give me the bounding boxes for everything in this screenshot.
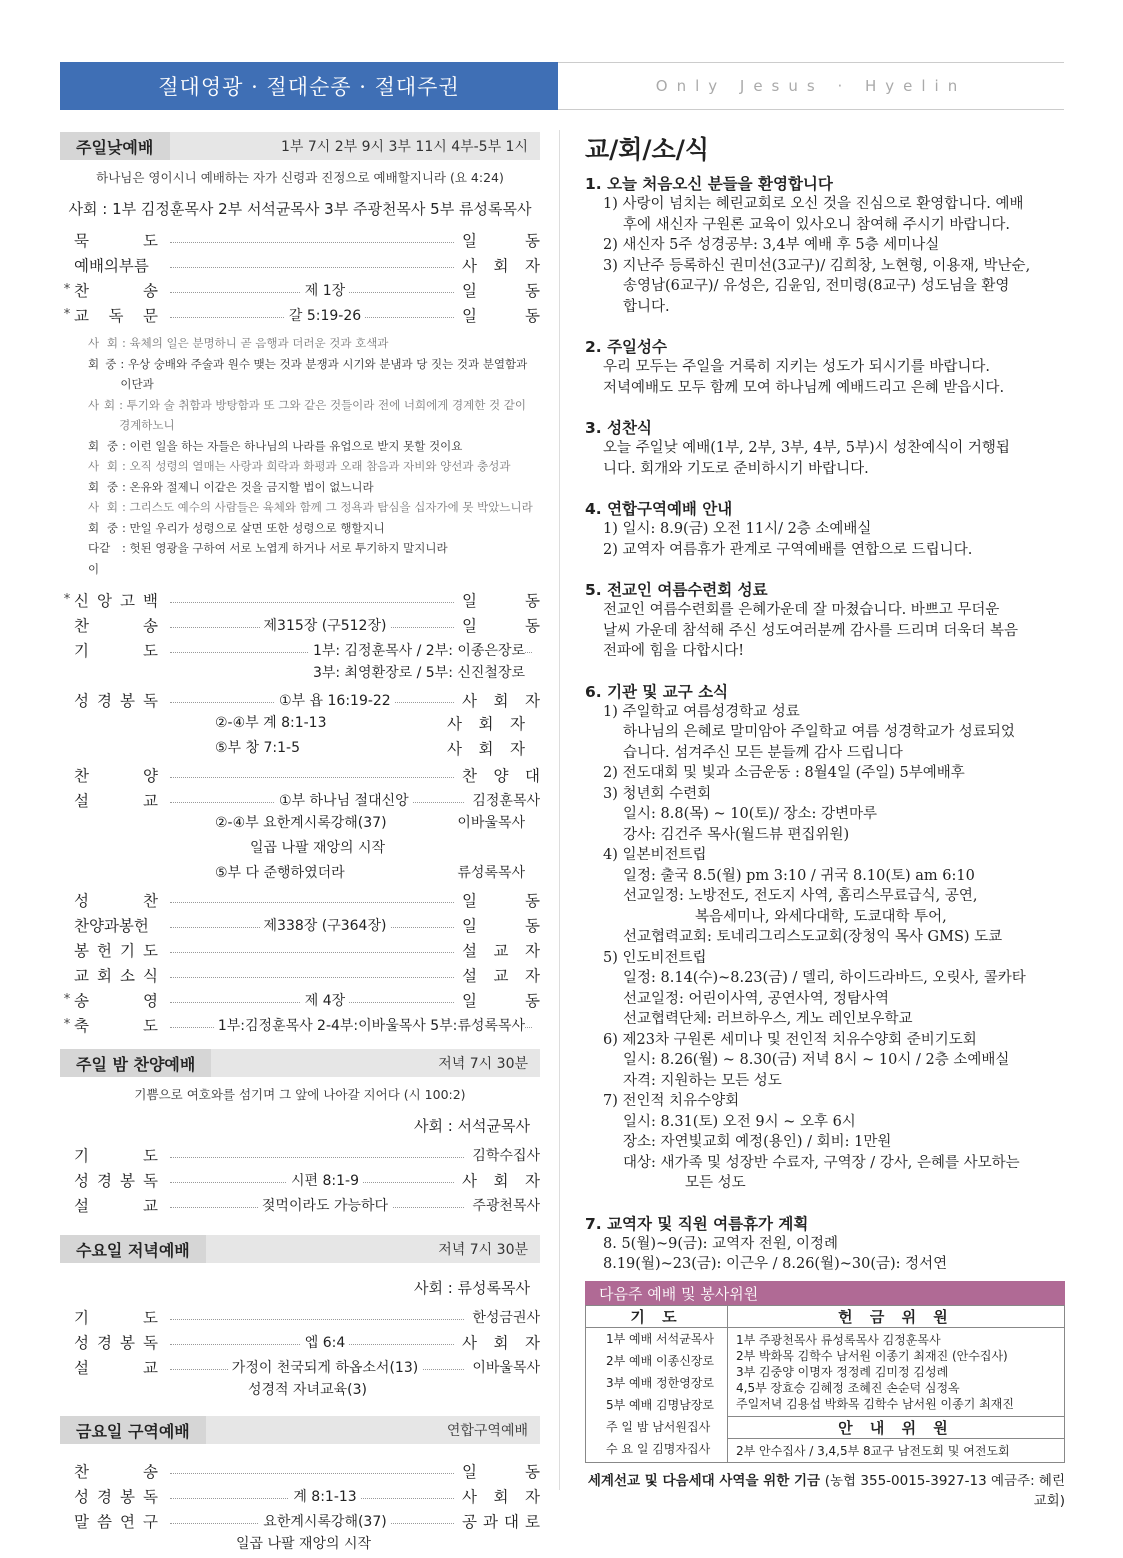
news-line: 날씨 가운데 참석해 주신 성도여러분께 감사를 드리며 더욱더 복음 bbox=[603, 622, 1019, 639]
order-row bbox=[60, 612, 540, 637]
news-heading: 2. 주일성수 bbox=[585, 338, 667, 356]
order-row bbox=[60, 1483, 540, 1508]
order-subline: 일곱 나팔 재앙의 시작 bbox=[250, 840, 386, 856]
header-motto: 절대영광 · 절대순종 · 절대주권 bbox=[158, 75, 460, 99]
order-person: 일 동 bbox=[462, 891, 540, 910]
header-tagline: Only Jesus · Hyelin bbox=[655, 77, 967, 95]
order-row bbox=[60, 1142, 540, 1167]
order-content: 제338장 (구364장) bbox=[200, 915, 450, 935]
order-content: 갈 5:19-26 bbox=[200, 305, 450, 325]
order-label: 묵 도 bbox=[74, 231, 158, 250]
order-person: 일 동 bbox=[462, 281, 540, 300]
responsive-line: 사 회 : 육체의 일은 분명하니 곧 음행과 더러운 것과 호색과 bbox=[88, 336, 389, 350]
news-line: 모든 성도 bbox=[685, 1175, 746, 1191]
news-line: 장소: 자연빛교회 예정(용인) / 회비: 1만원 bbox=[623, 1134, 892, 1150]
order-content: 가정이 천국되게 하옵소서(13) bbox=[200, 1357, 450, 1377]
order-label: 교 회 소 식 bbox=[74, 966, 158, 985]
sunday-night-order bbox=[60, 1142, 540, 1217]
sunday-night-verse: 기쁨으로 여호와를 섬기며 그 앞에 나아갈 지어다 (시 100:2) bbox=[134, 1087, 466, 1102]
order-row: * 축 도 1부:김정훈목사 2-4부:이바울목사 5부:류성록목사 bbox=[60, 1012, 540, 1037]
order-row bbox=[60, 227, 540, 252]
order-subline: ②-④부 요한계시록강해(37) 이바울목사 bbox=[215, 815, 525, 831]
section-time: 저녁 7시 30분 bbox=[438, 1242, 528, 1258]
benediction-row bbox=[60, 1012, 540, 1037]
order-label: 기 도 bbox=[74, 1308, 158, 1327]
order-label: 송 영 bbox=[74, 991, 158, 1010]
news-line: 대상: 새가족 및 성장반 수료자, 구역장 / 강사, 은혜를 사모하는 bbox=[623, 1154, 1020, 1171]
order-person: 일 동 bbox=[462, 916, 540, 935]
responsive-line: 다같이 : 헛된 영광을 구하여 서로 노엽게 하거나 서로 투기하지 말지니라 bbox=[88, 541, 448, 576]
usher-list: 2부 안수집사 / 3,4,5부 8교구 남전도회 및 여전도회 bbox=[728, 1439, 1065, 1463]
news-line: 선교협력교회: 토네리그리스도교회(장청익 목사 GMS) 도쿄 bbox=[623, 929, 1003, 945]
order-label: 성 경 봉 독 bbox=[74, 1333, 158, 1352]
order-label: 교 독 문 bbox=[74, 306, 158, 325]
order-content: 제 4장 bbox=[200, 990, 450, 1010]
order-row: * 교 독 문 갈 5:19-26 일 동 bbox=[60, 302, 540, 327]
order-person: 설 교 자 bbox=[462, 941, 540, 960]
order-label: 신 앙 고 백 bbox=[74, 591, 158, 610]
order-row bbox=[60, 1458, 540, 1483]
order-label: 성 경 봉 독 bbox=[74, 1487, 158, 1506]
order-subline: ②-④부 계 8:1-13 사 회 자 bbox=[215, 715, 525, 733]
news-line: 일정: 출국 8.5(월) pm 3:10 / 귀국 8.10(토) am 6:10 bbox=[623, 867, 975, 884]
wednesday-header bbox=[60, 1235, 540, 1263]
order-row: * 찬 송 제 1장 일 동 bbox=[60, 277, 540, 302]
news-line: 복음세미나, 와세다대학, 도쿄대학 투어, bbox=[695, 908, 947, 925]
order-row bbox=[60, 252, 540, 277]
order-row bbox=[60, 1354, 540, 1379]
news-line: 합니다. bbox=[623, 298, 670, 315]
news-line: 선교일정: 노방전도, 전도지 사역, 홈리스무료급식, 공연, bbox=[623, 888, 978, 904]
news-line: 5) 인도비전트립 bbox=[603, 949, 707, 966]
order-label: 설 교 bbox=[74, 1196, 158, 1215]
news-line: 1) 일시: 8.9(금) 오전 11시/ 2층 소예배실 bbox=[603, 521, 872, 537]
order-person: 김정훈목사 bbox=[472, 792, 540, 809]
prayer-assignment: 3부 예배 정한영장로 bbox=[606, 1376, 715, 1390]
news-line: 7) 전인적 치유수양회 bbox=[603, 1093, 740, 1109]
sunday-night-leader: 사회 : 서석균목사 bbox=[413, 1117, 530, 1135]
order-subline: ⑤부 창 7:1-5 사 회 자 bbox=[215, 740, 525, 758]
news-line: 일정: 8.14(수)~8.23(금) / 델리, 하이드라바드, 오릿사, 콜카타 bbox=[623, 970, 1026, 986]
header-tagline-bar bbox=[558, 62, 1064, 110]
section-time: 연합구역예배 bbox=[446, 1423, 528, 1439]
order-content: 시편 8:1-9 bbox=[200, 1170, 450, 1190]
sunday-day-order-2: * 신 앙 고 백 일 동 찬 송 제315장 (구512장) 일 동 기 도 1부: 김정훈목사 / 2부: 이종은장로 3부: 최영환장로 / 5부: 신진철장로 성 경 봉 독 사 회 자 ①부 욥 16:19-22 ②-④부 계 8:1-13 사 회 자 ⑤부 창 7:1-5 사 회 자 찬 양 찬 양 대 설 교 김정훈목사 ①부 하나님 절대신앙 ②-④부 요한계시록강해(37) 이바울목사 일곱 나팔 재앙의 시작 ⑤부 다 준행하였더라 류성록목사 bbox=[60, 587, 540, 887]
order-label: 성 찬 bbox=[74, 891, 158, 910]
responsive-line: 사 회 : 투기와 술 취함과 방탕함과 또 그와 같은 것들이라 전에 너희에게 경계한 것 같이 경계하노니 bbox=[88, 397, 526, 432]
order-person: 이바울목사 bbox=[472, 1359, 540, 1376]
news-line: 4) 일본비전트립 bbox=[603, 847, 707, 863]
news-item bbox=[585, 416, 1065, 479]
news-line: 8.19(월)~23(금): 이근우 / 8.26(월)~30(금): 정서연 bbox=[603, 1256, 948, 1272]
news-line: 8. 5(월)~9(금): 교역자 전원, 이정례 bbox=[603, 1235, 839, 1252]
prayer-head: 기 도 bbox=[586, 1306, 728, 1328]
news-line: 오늘 주일낮 예배(1부, 2부, 3부, 4부, 5부)시 성찬예식이 거행됩 bbox=[603, 440, 1010, 456]
order-person: 사 회 자 bbox=[462, 691, 540, 710]
order-row bbox=[60, 912, 540, 937]
news-line: 일시: 8.8(목) ~ 10(토)/ 장소: 강변마루 bbox=[623, 806, 878, 822]
order-label: 축 도 bbox=[74, 1016, 158, 1035]
news-item bbox=[585, 172, 1065, 317]
header-motto-bar bbox=[60, 62, 558, 110]
offering-head: 헌 금 위 원 bbox=[728, 1306, 1065, 1328]
prayer-assignment: 5부 예배 김명남장로 bbox=[606, 1398, 715, 1412]
sunday-day-verse: 하나님은 영이시니 예배하는 자가 신령과 진정으로 예배할지니라 (요 4:24) bbox=[96, 170, 504, 185]
order-row bbox=[60, 1192, 540, 1217]
prayer-assignment: 주 일 밤 남서원집사 bbox=[606, 1420, 711, 1434]
wednesday-order bbox=[60, 1304, 540, 1379]
news-line: 전교인 여름수련회를 은혜가운데 잘 마쳤습니다. 바쁘고 무더운 bbox=[603, 602, 1000, 618]
responsive-line: 사 회 : 그리스도 예수의 사람들은 육체와 함께 그 정욕과 탐심을 십자가에 못 박았느니라 bbox=[88, 500, 533, 514]
order-person: 일 동 bbox=[462, 591, 540, 610]
news-item bbox=[585, 1212, 1065, 1275]
sunday-day-order-1 bbox=[60, 227, 540, 327]
church-news-column bbox=[585, 130, 1065, 1293]
order-label: 예배의부름 bbox=[74, 256, 149, 275]
news-line: 선교일정: 어린이사역, 공연사역, 정탐사역 bbox=[623, 990, 890, 1007]
news-line: 3) 청년회 수련회 bbox=[603, 785, 712, 802]
order-person: 사 회 자 bbox=[462, 256, 540, 275]
news-line: 하나님의 은혜로 말미암아 주일학교 여름 성경학교가 성료되었 bbox=[623, 724, 1015, 740]
news-line: 강사: 김건주 목사(월드뷰 편집위원) bbox=[623, 826, 850, 843]
prayer-assignment: 수 요 일 김명자집사 bbox=[606, 1442, 711, 1456]
wednesday-sermon-sub: 성경적 자녀교육(3) bbox=[248, 1382, 367, 1398]
section-title: 수요일 저녁예배 bbox=[60, 1235, 206, 1263]
order-person: 사 회 자 bbox=[462, 1487, 540, 1506]
order-person: 한성금권사 bbox=[472, 1309, 540, 1326]
responsive-line: 회 중 : 온유와 절제니 이같은 것을 금지할 법이 없느니라 bbox=[88, 479, 374, 494]
order-person: 사 회 자 bbox=[462, 1333, 540, 1352]
news-line: 전파에 힘을 다합시다! bbox=[603, 643, 745, 659]
order-content: 요한계시록강해(37) bbox=[200, 1511, 450, 1531]
section-title: 금요일 구역예배 bbox=[60, 1416, 206, 1444]
news-line: 송영남(6교구)/ 유성은, 김윤임, 전미령(8교구) 성도님을 환영 bbox=[623, 278, 1010, 294]
news-line: 6) 제23차 구원론 세미나 및 전인적 치유수양회 준비기도회 bbox=[603, 1031, 977, 1048]
news-heading: 1. 오늘 처음오신 분들을 환영합니다 bbox=[585, 175, 833, 193]
order-row: * 송 영 제 4장 일 동 bbox=[60, 987, 540, 1012]
order-person: 공 과 대 로 bbox=[462, 1512, 540, 1531]
news-line: 2) 전도대회 및 빛과 소금운동 : 8월4일 (주일) 5부예배후 bbox=[603, 765, 965, 781]
news-line: 우리 모두는 주일을 거룩히 지키는 성도가 되시기를 바랍니다. bbox=[603, 359, 991, 375]
news-line: 2) 새신자 5주 성경공부: 3,4부 예배 후 5층 세미나실 bbox=[603, 237, 940, 253]
offering-assignment: 4,5부 장효승 김혜정 조혜진 손순덕 심정옥 bbox=[736, 1381, 960, 1395]
sunday-day-header bbox=[60, 132, 540, 160]
friday-study-sub: 일곱 나팔 재앙의 시작 bbox=[236, 1536, 372, 1552]
sunday-day-leaders: 사회 : 1부 김정훈목사 2부 서석균목사 3부 주광천목사 5부 류성록목사 bbox=[68, 200, 532, 218]
usher-head: 안 내 위 원 bbox=[728, 1417, 1065, 1439]
order-content: 엡 6:4 bbox=[200, 1332, 450, 1352]
news-line: 3) 지난주 등록하신 권미선(3교구)/ 김희창, 노현형, 이용재, 박난순, bbox=[603, 257, 1031, 274]
order-label: 성 경 봉 독 bbox=[74, 691, 158, 710]
order-row bbox=[60, 1167, 540, 1192]
news-heading: 3. 성찬식 bbox=[585, 419, 652, 437]
prayer-assignment: 2부 예배 이종신장로 bbox=[606, 1354, 715, 1368]
offering-assignment: 주일저녁 김용섭 박화목 김학수 남서원 이종기 최재진 bbox=[736, 1397, 1014, 1411]
news-line: 습니다. 섬겨주신 모든 분들께 감사 드립니다 bbox=[623, 744, 903, 761]
order-content: 제315장 (구512장) bbox=[200, 615, 450, 635]
order-label: 찬 송 bbox=[74, 281, 158, 300]
news-heading: 6. 기관 및 교구 소식 bbox=[585, 682, 729, 701]
order-row bbox=[60, 762, 540, 787]
sunday-night-header bbox=[60, 1049, 540, 1077]
order-person: 일 동 bbox=[462, 616, 540, 635]
order-row bbox=[60, 1508, 540, 1533]
section-time: 1부 7시 2부 9시 3부 11시 4부-5부 1시 bbox=[281, 139, 528, 155]
worship-order-column bbox=[60, 132, 540, 1558]
mission-fund bbox=[585, 1469, 1065, 1509]
order-label: 설 교 bbox=[74, 791, 158, 810]
sunday-day-order-3 bbox=[60, 887, 540, 1012]
news-line: 저녁예배도 모두 함께 모여 하나님께 예배드리고 은혜 받읍시다. bbox=[603, 379, 1005, 396]
offering-assignment: 1부 주광천목사 류성록목사 김정훈목사 bbox=[736, 1333, 941, 1347]
order-label: 찬 양 bbox=[74, 766, 158, 785]
order-label: 성 경 봉 독 bbox=[74, 1171, 158, 1190]
prayer-list bbox=[586, 1328, 728, 1463]
order-content: 제 1장 bbox=[200, 280, 450, 300]
order-content: 계 8:1-13 bbox=[200, 1486, 450, 1506]
order-person: 설 교 자 bbox=[462, 966, 540, 985]
order-subline: ⑤부 다 준행하였더라 류성록목사 bbox=[215, 865, 525, 881]
fund-account: (농협 355-0015-3927-13 예금주: 혜린교회) bbox=[824, 1473, 1065, 1509]
next-week-servers bbox=[585, 1281, 1065, 1509]
order-row: * 신 앙 고 백 일 동 bbox=[60, 587, 540, 612]
news-line: 1) 사랑이 넘치는 혜린교회로 오신 것을 진심으로 환영합니다. 예배 bbox=[603, 196, 1024, 212]
order-label: 설 교 bbox=[74, 1358, 158, 1377]
responsive-line: 회 중 : 우상 숭배와 주술과 원수 맺는 것과 분쟁과 시기와 분냄과 당 짓는 것과 분열함과 이단과 bbox=[88, 356, 528, 391]
news-item bbox=[585, 335, 1065, 398]
order-person: 일 동 bbox=[462, 306, 540, 325]
news-line: 자격: 지원하는 모든 성도 bbox=[623, 1072, 782, 1089]
offering-assignment: 2부 박화목 김학수 남서원 이종기 최재진 (안수집사) bbox=[736, 1349, 1008, 1363]
order-row bbox=[60, 1304, 540, 1329]
order-label: 기 도 bbox=[74, 641, 158, 660]
responsive-line: 회 중 : 만일 우리가 성령으로 살면 또한 성령으로 행할지니 bbox=[88, 520, 385, 535]
order-person: 일 동 bbox=[462, 231, 540, 250]
order-label: 찬 송 bbox=[74, 616, 158, 635]
section-title: 주일낮예배 bbox=[60, 132, 170, 160]
order-row: 기 도 1부: 김정훈목사 / 2부: 이종은장로 bbox=[60, 637, 540, 662]
news-item bbox=[585, 680, 1065, 1194]
news-line: 2) 교역자 여름휴가 관계로 구역예배를 연합으로 드립니다. bbox=[603, 541, 973, 558]
order-label: 찬 송 bbox=[74, 1462, 158, 1481]
news-line: 선교협력단체: 러브하우스, 게노 레인보우학교 bbox=[623, 1011, 913, 1027]
news-line: 일시: 8.26(월) ~ 8.30(금) 저녁 8시 ~ 10시 / 2층 소예배실 bbox=[623, 1052, 1010, 1068]
offering-list bbox=[728, 1328, 1065, 1417]
order-label: 말 씀 연 구 bbox=[74, 1512, 158, 1531]
order-row bbox=[60, 1329, 540, 1354]
order-person: 일 동 bbox=[462, 1462, 540, 1481]
order-row bbox=[60, 962, 540, 987]
news-line: 일시: 8.31(토) 오전 9시 ~ 오후 6시 bbox=[623, 1113, 856, 1130]
responsive-line: 회 중 : 이런 일을 하는 자들은 하나님의 나라를 유업으로 받지 못할 것이요 bbox=[88, 438, 463, 453]
news-line: 1) 주일학교 여름성경학교 성료 bbox=[603, 703, 800, 720]
order-person: 주광천목사 bbox=[472, 1197, 540, 1214]
order-label: 기 도 bbox=[74, 1146, 158, 1165]
order-label: 봉 헌 기 도 bbox=[74, 941, 158, 960]
column-divider bbox=[559, 130, 560, 1490]
news-item bbox=[585, 497, 1065, 560]
news-list bbox=[585, 172, 1065, 1275]
offering-assignment: 3부 김중양 이명자 정정례 김미정 김성례 bbox=[736, 1365, 949, 1379]
servers-table bbox=[585, 1305, 1065, 1463]
news-heading: 4. 연합구역예배 안내 bbox=[585, 500, 733, 518]
fund-label: 세계선교 및 다음세대 사역을 위한 기금 bbox=[587, 1473, 821, 1489]
friday-header bbox=[60, 1416, 540, 1444]
order-person: 김학수집사 bbox=[472, 1147, 540, 1164]
order-row: 설 교 김정훈목사 ①부 하나님 절대신앙 bbox=[60, 787, 540, 812]
order-label: 찬양과봉헌 bbox=[74, 916, 149, 935]
order-row bbox=[60, 887, 540, 912]
news-heading: 5. 전교인 여름수련회 성료 bbox=[585, 581, 768, 599]
order-person: 찬 양 대 bbox=[462, 766, 540, 785]
wednesday-leader: 사회 : 류성록목사 bbox=[413, 1279, 530, 1297]
news-line: 후에 새신자 구원론 교육이 있사오니 참여해 주시기 바랍니다. bbox=[623, 216, 1011, 233]
prayer-assignment: 1부 예배 서석균목사 bbox=[606, 1332, 715, 1346]
responsive-line: 사 회 : 오직 성령의 열매는 사랑과 희락과 화평과 오래 참음과 자비와 양선과 충성과 bbox=[88, 459, 511, 473]
responsive-reading bbox=[60, 333, 540, 579]
order-row: 성 경 봉 독 사 회 자 ①부 욥 16:19-22 bbox=[60, 687, 540, 712]
order-content: 젖먹이라도 가능하다 bbox=[200, 1195, 450, 1215]
news-title: 교/회/소/식 bbox=[585, 135, 709, 164]
news-line: 니다. 회개와 기도로 준비하시기 바랍니다. bbox=[603, 460, 869, 477]
order-person: 일 동 bbox=[462, 991, 540, 1010]
next-week-title: 다음주 예배 및 봉사위원 bbox=[585, 1281, 1065, 1305]
section-title: 주일 밤 찬양예배 bbox=[60, 1049, 211, 1077]
news-item bbox=[585, 578, 1065, 662]
order-row bbox=[60, 937, 540, 962]
friday-order bbox=[60, 1458, 540, 1533]
section-time: 저녁 7시 30분 bbox=[438, 1056, 528, 1072]
order-person: 사 회 자 bbox=[462, 1171, 540, 1190]
news-heading: 7. 교역자 및 직원 여름휴가 계획 bbox=[585, 1214, 809, 1233]
